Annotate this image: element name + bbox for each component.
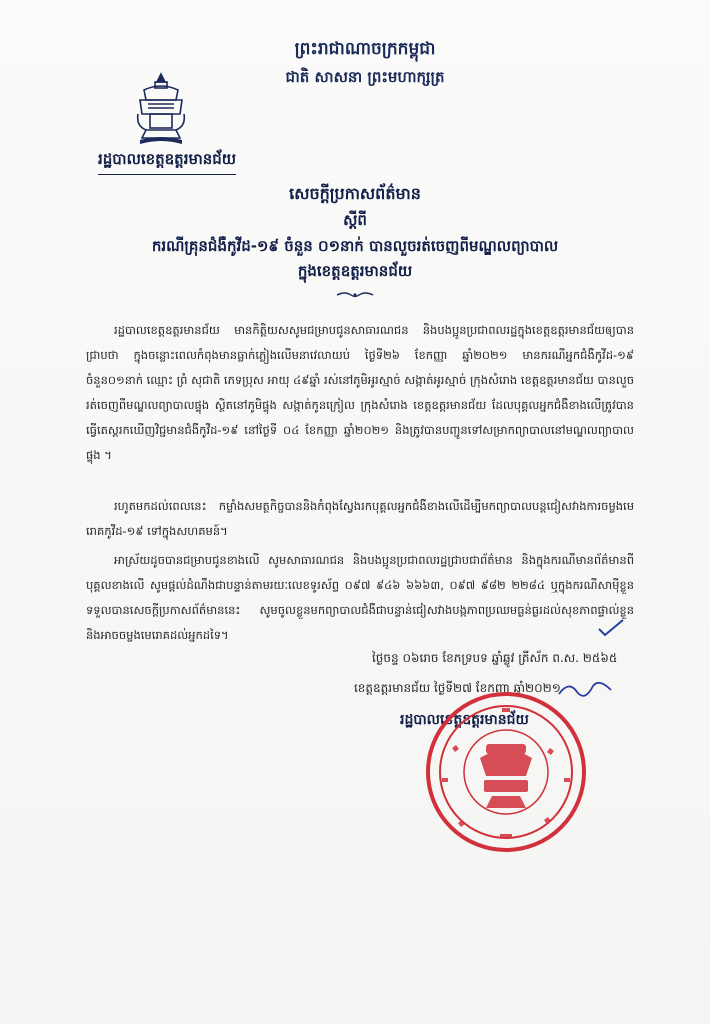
document-title: សេចក្តីប្រកាសព័ត៌មាន	[289, 184, 421, 203]
body-paragraph-2: រហូតមកដល់ពេលនេះ កម្លាំងសមត្ថកិច្ចបាននិងកំពុងស្វែងរកបុគ្គលអ្នកជំងឺខាងលើដើម្បីមកព្យាបាលបន្តជៀសវាងការចម្លងមេរោគកូវីដ-១៩ ទៅក្នុងសហគមន៍។	[86, 499, 634, 538]
kingdom-header: ព្រះរាជាណាចក្រកម្ពុជា	[294, 39, 436, 59]
solar-date: ខេត្តឧត្តរមានជ័យ ថ្ងៃទី២៧ ខែកញ្ញា ឆ្នាំ២០២១	[354, 681, 561, 695]
title-location: ក្នុងខេត្តឧត្តរមានជ័យ	[297, 262, 413, 280]
signer-title: រដ្ឋបាលខេត្តឧត្តរមានជ័យ	[400, 712, 529, 728]
handwritten-check-mark-icon	[596, 617, 626, 639]
title-subject: ករណីគ្រុនជំងឺកូវីដ-១៩ ចំនួន ០១នាក់ បានលួចរត់ចេញពីមណ្ឌលព្យាបាល	[151, 237, 559, 255]
national-motto: ជាតិ សាសនា ព្រះមហាក្សត្រ	[285, 68, 445, 86]
ornament-divider-icon	[335, 290, 375, 300]
official-red-seal-icon	[422, 688, 590, 856]
body-paragraph-3: អាស្រ័យដូចបានជម្រាបជូនខាងលើ សូមសាធារណជន និងបងប្អូនប្រជាពលរដ្ឋជ្រាបជាព័ត៌មាន និងក្នុងករណីមានព័ត៌មានពីបុគ្គលខាងលើ សូមផ្តល់ដំណឹងជាបន្ទាន់តាមរយៈលេខទូរស័ព្ទ ០៩៧ ៩៤៦ ៦៦៦៣, ០៩៧ ៩៨២ ២២៨៤ ឬក្នុងករណីសាម៉ីខ្លួនទទួលបានសេចក្តីប្រកាសព័ត៌មាននេះ សូមចូលខ្លួនមកព្យាបាលជំងឺជាបន្ទាន់ជៀសវាងបង្កភាពប្រឈមធ្ងន់ធ្ងរដល់សុខភាពផ្ទាល់ខ្លួន និងអាចចម្លងមេរោគដល់អ្នកដទៃ។	[86, 553, 634, 642]
body-paragraph-1: រដ្ឋបាលខេត្តឧត្តរមានជ័យ មានកិត្តិយសសូមជម្រាបជូនសាធារណជន និងបងប្អូនប្រជាពលរដ្ឋក្នុងខេត្តឧត្តរមានជ័យឲ្យបានជ្រាបថា ក្នុងចន្លោះពេលកំពុងមានធ្លាក់ភ្លៀងលើមនាវេលាយប់ ថ្ងៃទី២៦ ខែកញ្ញា ឆ្នាំ២០២១ មានករណីអ្នកជំងឺកូវីដ-១៩ ចំនួន០១នាក់ ឈ្មោះ ព្រំ សុជាតិ ភេទប្រុស អាយុ ៤៩ឆ្នាំ រស់នៅភូមិអូរស្មាច់ សង្កាត់អូរស្មាច់ ក្រុងសំរោង ខេត្តឧត្តរមានជ័យ បានលួចរត់ចេញពីមណ្ឌលព្យាបាលផ្ទុង ស្ថិតនៅភូមិផ្ទុង សង្កាត់កូនក្រៀល ក្រុងសំរោង ខេត្តឧត្តរមានជ័យ ដែលបុគ្គលអ្នកជំងឺខាងលើត្រូវបានធ្វើតេស្តរកឃើញវិជ្ជមានជំងឺកូវីដ-១៩ នៅថ្ងៃទី ០៤ ខែកញ្ញា ឆ្នាំ២០២១ និងត្រូវបានបញ្ជូនទៅសម្រាកព្យាបាលនៅមណ្ឌលព្យាបាលផ្ទុង ។	[86, 323, 634, 462]
royal-emblem-icon	[130, 70, 192, 146]
lunar-date: ថ្ងៃចន្ទ ០៦រោច ខែភទ្របទ ឆ្នាំឆ្លូវ ត្រីស័ក ព.ស. ២៥៦៥	[372, 651, 618, 665]
title-subject-label: ស្តីពី	[343, 211, 367, 229]
issuing-administration: រដ្ឋបាលខេត្តឧត្តរមានជ័យ	[98, 150, 236, 175]
